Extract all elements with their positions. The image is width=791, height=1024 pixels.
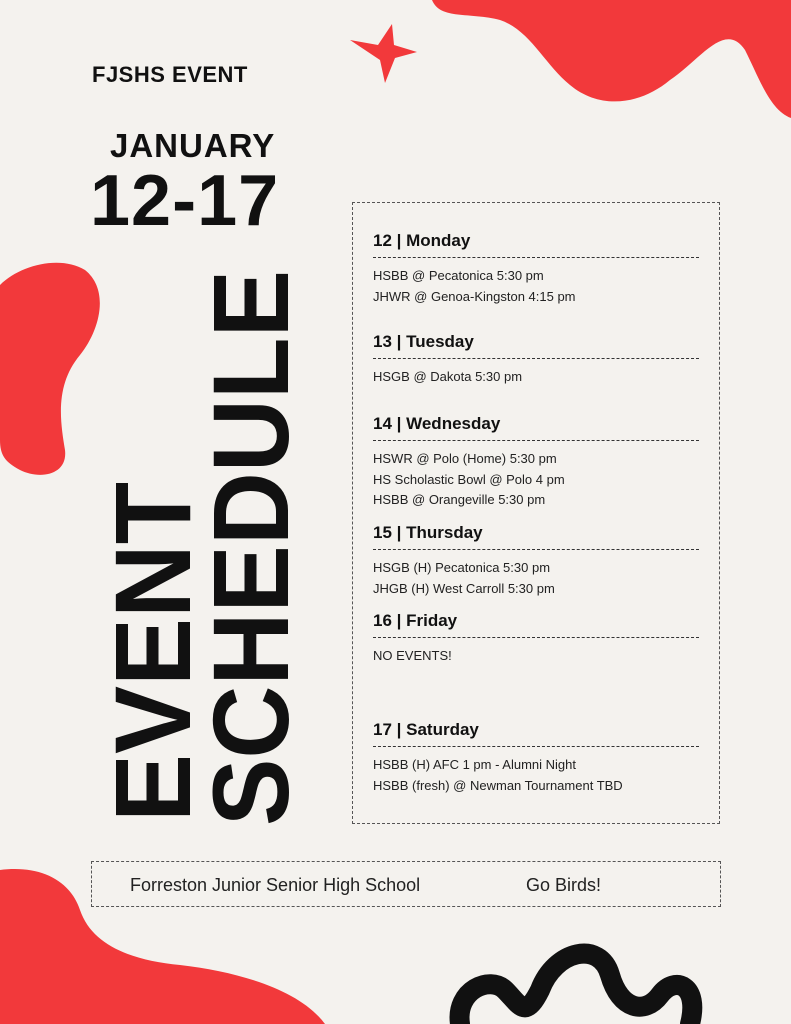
event-tag: FJSHS EVENT (92, 62, 248, 87)
event-item: JHGB (H) West Carroll 5:30 pm (373, 580, 555, 596)
day-thursday (373, 523, 699, 599)
date-range: 12-17 (90, 161, 280, 241)
school-name: Forreston Junior Senior High School (130, 875, 421, 895)
day-heading: 14 | Wednesday (373, 414, 699, 441)
title-event: EVENT (92, 461, 213, 822)
event-item: HSWR @ Polo (Home) 5:30 pm (373, 451, 557, 466)
event-item: NO EVENTS! (373, 648, 452, 663)
event-item: HSBB (fresh) @ Newman Tournament TBD (373, 777, 623, 793)
day-heading: 13 | Tuesday (373, 332, 699, 359)
footer-box (91, 861, 721, 907)
day-monday (373, 231, 699, 307)
day-heading: 12 | Monday (373, 231, 699, 258)
month: JANUARY (110, 127, 276, 164)
day-friday (373, 611, 699, 667)
day-heading: 17 | Saturday (373, 720, 699, 747)
day-heading: 15 | Thursday (373, 523, 699, 550)
top-right-blob (432, 0, 791, 118)
slogan: Go Birds! (526, 875, 602, 895)
event-item: HSBB @ Pecatonica 5:30 pm (373, 268, 544, 283)
schedule-box (352, 202, 720, 824)
star-icon (350, 24, 417, 83)
left-blob (0, 263, 100, 475)
event-item: HSBB (H) AFC 1 pm - Alumni Night (373, 757, 576, 772)
event-item: HS Scholastic Bowl @ Polo 4 pm (373, 471, 565, 487)
day-wednesday (373, 414, 699, 511)
event-item: HSBB @ Orangeville 5:30 pm (373, 492, 546, 507)
squiggle-line (460, 954, 693, 1024)
event-item: HSGB @ Dakota 5:30 pm (373, 369, 523, 384)
day-heading: 16 | Friday (373, 611, 699, 638)
title-schedule: SCHEDULE (190, 231, 311, 826)
day-saturday (373, 720, 699, 796)
event-item: JHWR @ Genoa-Kingston 4:15 pm (373, 288, 576, 304)
day-tuesday (373, 332, 699, 388)
event-item: HSGB (H) Pecatonica 5:30 pm (373, 560, 551, 575)
